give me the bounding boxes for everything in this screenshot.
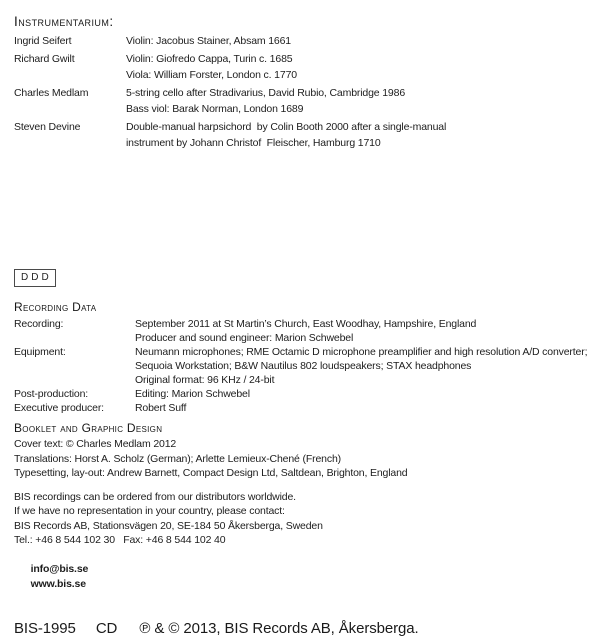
recording-data-value	[135, 345, 594, 387]
ddd-recording-badge: DDD	[14, 269, 56, 287]
recording-data-label: Recording:	[14, 318, 64, 330]
performer-name: Ingrid Seifert	[14, 35, 72, 47]
recording-data-line: Producer and sound engineer: Marion Schwebel	[135, 332, 354, 344]
typesetting-credit: Typesetting, lay-out: Andrew Barnett, Compact Design Ltd, Saltdean, Brighton, England	[14, 467, 408, 479]
recording-data-line: Sequoia Workstation; B&W Nautilus 802 loudspeakers; STAX headphones	[135, 360, 472, 372]
instrument-description	[126, 85, 594, 117]
email-address: info@bis.se	[30, 563, 89, 575]
instrument-line: Bass viol: Barak Norman, London 1689	[126, 103, 304, 115]
ddd-badge-row	[14, 269, 594, 287]
distribution-info	[14, 490, 594, 606]
recording-data-line: September 2011 at St Martin’s Church, East Woodhay, Hampshire, England	[135, 318, 477, 330]
performer-name: Steven Devine	[14, 121, 81, 133]
copyright-notice: ℗ & © 2013, BIS Records AB, Åkersberga.	[139, 619, 419, 637]
website-url: www.bis.se	[30, 577, 86, 590]
distribution-line: BIS recordings can be ordered from our distributors worldwide.	[14, 490, 296, 503]
recording-data-label: Executive producer:	[14, 402, 104, 414]
catalog-footer	[14, 620, 594, 637]
recording-data-line: Neumann microphones; RME Octamic D microphone preamplifier and high resolution A/D converter;	[135, 346, 588, 358]
recording-data-line: Editing: Marion Schwebel	[135, 388, 250, 400]
booklet-design-credits	[14, 437, 594, 481]
recording-data-label: Equipment:	[14, 346, 66, 358]
cover-text-credit: Cover text: © Charles Medlam 2012	[14, 438, 177, 450]
instrument-line: 5-string cello after Stradivarius, David Rubio, Cambridge 1986	[126, 87, 406, 99]
recording-data-value	[135, 387, 594, 401]
contact-line	[14, 548, 594, 606]
performer-name: Charles Medlam	[14, 87, 89, 99]
recording-data-label: Post-production:	[14, 388, 89, 400]
instrument-description	[126, 33, 594, 49]
instrument-line: Violin: Giofredo Cappa, Turin c. 1685	[126, 53, 293, 65]
disc-format: CD	[95, 619, 118, 637]
distribution-line: If we have no representation in your country, please contact:	[14, 505, 285, 517]
recording-data-value	[135, 317, 594, 345]
instrument-line: Violin: Jacobus Stainer, Absam 1661	[126, 35, 292, 47]
recording-data-table	[14, 317, 594, 415]
recording-data-line: Robert Suff	[135, 402, 187, 414]
instrument-description	[126, 119, 594, 151]
instrumentarium-heading: Instrumentarium:	[14, 14, 114, 29]
booklet-design-heading: Booklet and Graphic Design	[14, 421, 163, 435]
recording-data-value	[135, 401, 594, 415]
instrument-line: Double-manual harpsichord by Colin Booth 2000 after a single-manual	[126, 121, 447, 133]
recording-data-heading: Recording Data	[14, 300, 97, 314]
instrument-line: Viola: William Forster, London c. 1770	[126, 69, 297, 81]
tel-fax-line: Tel.: +46 8 544 102 30 Fax: +46 8 544 102 40	[14, 534, 226, 546]
instrument-line: instrument by Johann Christof Fleischer, Hamburg 1710	[126, 137, 381, 149]
performer-name: Richard Gwilt	[14, 53, 75, 65]
instrument-description	[126, 51, 594, 83]
catalog-number: BIS-1995	[14, 619, 76, 637]
translations-credit: Translations: Horst A. Scholz (German); Arlette Lemieux-Chené (French)	[14, 452, 341, 465]
recording-data-line: Original format: 96 KHz / 24-bit	[135, 374, 275, 386]
instrumentarium-table	[14, 33, 594, 151]
distributor-address: BIS Records AB, Stationsvägen 20, SE-184 50 Åkersberga, Sweden	[14, 519, 323, 532]
